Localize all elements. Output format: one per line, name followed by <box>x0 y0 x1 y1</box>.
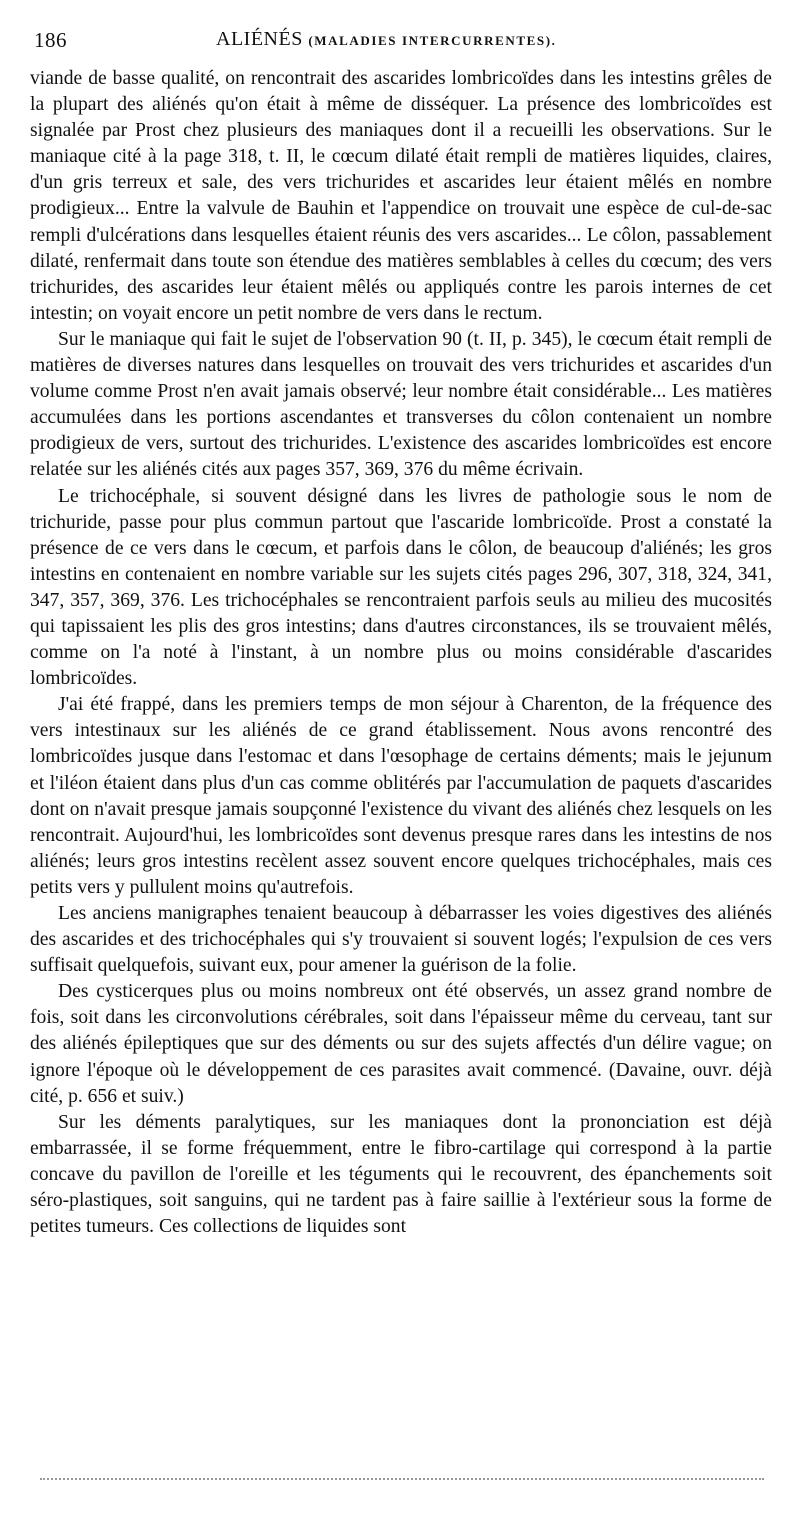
body-text <box>30 66 772 1240</box>
paragraph: Le trichocéphale, si souvent désigné dans les livres de pathologie sous le nom de trichuride, passe pour plus commun partout que l'ascaride lombricoïde. Prost a constaté la présence de ce vers dans le cœcum, et parfois dans le côlon, de beaucoup d'aliénés; les gros intestins en contenaient en nombre variable sur les sujets cités pages 296, 307, 318, 324, 341, 347, 357, 369, 376. Les trichocéphales se rencontraient parfois seuls au milieu des mucosités qui tapissaient les plis des gros intestins; dans d'autres circonstances, ils se trouvaient mêlés, comme on l'a noté à l'instant, à un nombre plus ou moins considérable d'ascarides lombricoïdes. <box>30 485 772 690</box>
running-title-main: ALIÉNÉS <box>216 28 303 50</box>
paragraph: Les anciens manigraphes tenaient beaucoup à débarrasser les voies digestives des aliénés des ascarides et des trichocéphales qui s'y trouvaient si souvent logés; l'expulsion de ces vers suffisait quelquefois, suivant eux, pour amener la guérison de la folie. <box>30 903 772 977</box>
paragraph: Des cysticerques plus ou moins nombreux ont été observés, un assez grand nombre de fois, soit dans les circonvolutions cérébrales, soit dans l'épaisseur même du cerveau, tant sur des aliénés épileptiques que sur des déments ou sur des sujets affectés d'un délire vague; on ignore l'époque où le développement de ces parasites avait commencé. (Davaine, ouvr. déjà cité, p. 656 et suiv.) <box>30 981 772 1107</box>
footer-dotted-rule <box>40 1478 764 1480</box>
paragraph: Sur le maniaque qui fait le sujet de l'observation 90 (t. II, p. 345), le cœcum était rempli de matières de diverses natures dans lesquelles on trouvait des vers trichurides et ascarides d'un volume comme Prost n'en avait jamais observé; leur nombre était considérable... Les matières accumulées dans les portions ascendantes et transverses du côlon contenaient un nombre prodigieux de vers, surtout des trichurides. L'existence des ascarides lombricoïdes est encore relatée sur les aliénés cités aux pages 357, 369, 376 du même écrivain. <box>30 328 772 481</box>
page-header <box>30 28 772 66</box>
running-title-subtitle: (MALADIES INTERCURRENTES). <box>308 33 557 48</box>
paragraph: viande de basse qualité, on rencontrait des ascarides lombricoïdes dans les intestins grêles de la plupart des aliénés qu'on était à même de disséquer. La présence des lombricoïdes est signalée par Prost chez plusieurs des maniaques dont il a recueilli les observations. Sur le maniaque cité à la page 318, t. II, le cœcum dilaté était rempli de matières liquides, claires, d'un gris terreux et sale, des vers trichurides et ascarides leur étaient mêlés en nombre prodigieux... Entre la valvule de Bauhin et l'appendice on trouvait une espèce de cul-de-sac rempli d'ulcérations dans lesquelles étaient réunis des vers ascarides... Le côlon, passablement dilaté, renfermait dans toute son étendue des matières semblables à celles du cœcum; des vers trichurides, des ascarides leur étaient mêlés ou appliqués contre les parois internes de cet intestin; on voyait encore un petit nombre de vers dans le rectum. <box>30 68 772 324</box>
running-title <box>216 28 557 51</box>
paragraph: J'ai été frappé, dans les premiers temps de mon séjour à Charenton, de la fréquence des vers intestinaux sur les aliénés de ce grand établissement. Nous avons rencontré des lombricoïdes jusque dans l'estomac et dans l'œsophage de certains déments; mais le jejunum et l'iléon étaient dans plus d'un cas comme oblitérés par l'accumulation de paquets d'ascarides dont on n'avait presque jamais soupçonné l'existence du vivant des aliénés chez lesquels on les rencontrait. Aujourd'hui, les lombricoïdes sont devenus presque rares dans les intestins de nos aliénés; leurs gros intestins recèlent assez souvent encore quelques trichocéphales, mais ces petits vers y pullulent moins qu'autrefois. <box>30 694 772 898</box>
page-number: 186 <box>34 28 67 52</box>
book-page <box>30 28 772 1240</box>
paragraph: Sur les déments paralytiques, sur les maniaques dont la prononciation est déjà embarrassée, il se forme fréquemment, entre le fibro-cartilage qui correspond à la partie concave du pavillon de l'oreille et les téguments qui le recouvrent, des épanchements soit séro-plastiques, soit sanguins, qui ne tardent pas à faire saillie à l'extérieur sous la forme de petites tumeurs. Ces collections de liquides sont <box>30 1111 772 1238</box>
